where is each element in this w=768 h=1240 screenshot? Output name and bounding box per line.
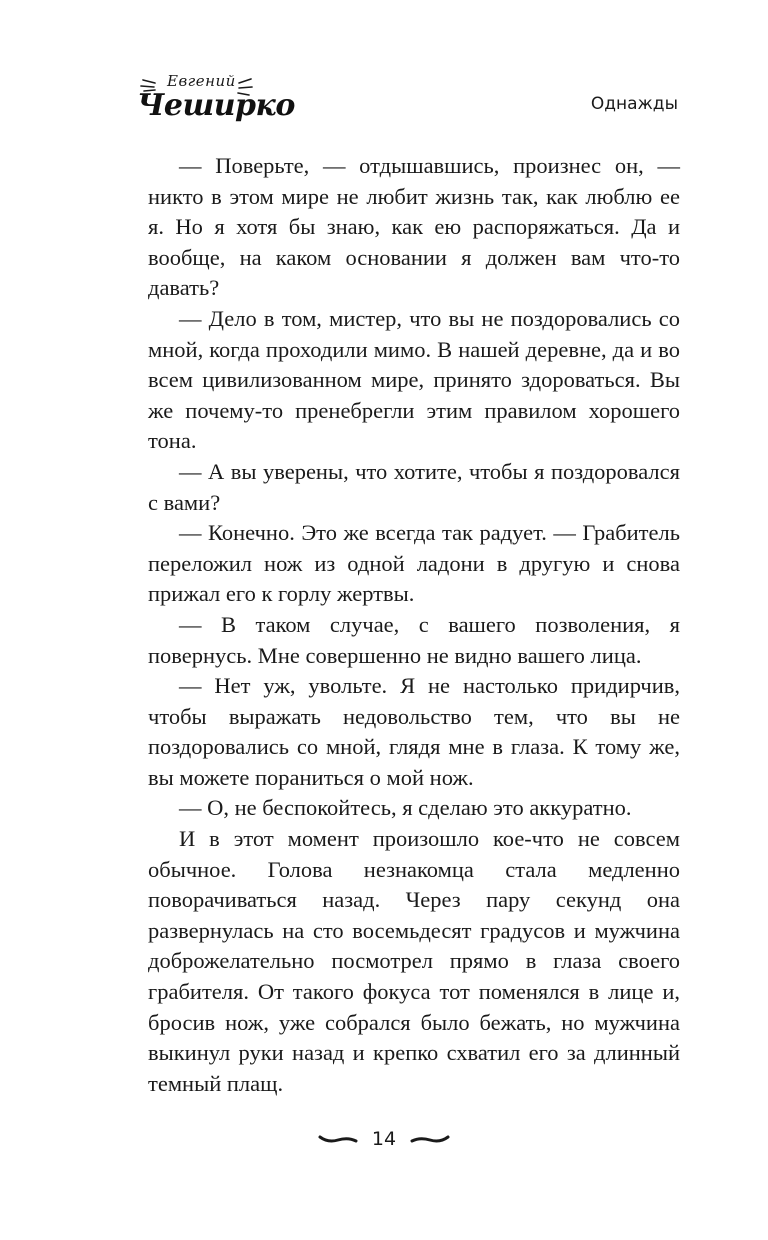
paragraph: И в этот момент произошло кое-что не совсем обычное. Голова незнакомца стала медленно поворачиваться назад. Через пару секунд она развернулась на сто восемьдесят градусов и мужчина доброжелательно посмотрел прямо в глаза своего грабителя. От такого фокуса тот поменялся в лице и, бросив нож, уже собрался было бежать, но мужчина выкинул руки назад и крепко схватил его за длинный темный плащ. <box>148 826 680 1096</box>
body-text <box>148 151 680 1099</box>
author-first-name: Евгений <box>167 72 236 90</box>
page-number: 14 <box>371 1127 397 1150</box>
paragraph: — В таком случае, с вашего позволения, я повернусь. Мне совершенно не видно вашего лица. <box>148 611 680 668</box>
paragraph: — Нет уж, увольте. Я не настолько придирчив, чтобы выражать недовольство тем, что вы не поздоровались со мной, глядя мне в глаза. К тому же, вы можете пораниться о мой нож. <box>148 673 680 790</box>
page-footer <box>0 1127 768 1150</box>
author-last-name: Чеширко <box>137 88 295 123</box>
paragraph: — Дело в том, мистер, что вы не поздоровались со мной, когда проходили мимо. В нашей деревне, да и во всем цивилизованном мире, принято здороваться. Вы же почему-то пренебрегли этим правилом хорошего тона. <box>148 305 680 454</box>
paragraph: — Конечно. Это же всегда так радует. — Грабитель переложил нож из одной ладони в другую и снова прижал его к горлу жертвы. <box>148 520 680 607</box>
author-logo <box>135 72 295 132</box>
paragraph: — Поверьте, — отдышавшись, произнес он, — никто в этом мире не любит жизнь так, как люблю ее я. Но я хотя бы знаю, как ею распоряжаться. Да и вообще, на каком основании я должен вам что-то давать? <box>148 153 680 301</box>
right-swash-icon <box>410 1133 450 1145</box>
left-swash-icon <box>318 1133 358 1145</box>
paragraph: — О, не беспокойтесь, я сделаю это аккуратно. <box>179 795 632 821</box>
running-title: Однажды <box>590 94 678 114</box>
paragraph: — А вы уверены, что хотите, чтобы я поздоровался с вами? <box>148 458 680 515</box>
